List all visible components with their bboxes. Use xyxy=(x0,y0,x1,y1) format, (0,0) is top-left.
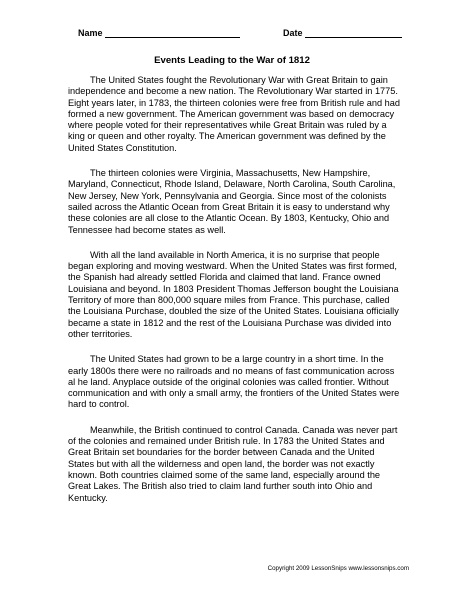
page-title: Events Leading to the War of 1812 xyxy=(154,55,310,66)
date-field xyxy=(283,28,402,38)
date-label: Date xyxy=(283,28,303,38)
paragraph-1: The United States fought the Revolutionary War with Great Britain to gain independence and become a new nation. The Revolutionary War started in 1775. Eight years later, in 1783, the thirteen colonies were free from British rule and had formed a new government. The American government was based on democracy where people voted for their representatives while Great Britain was ruled by a king or queen and other royalty. The American government was defined by the United States Constitution. xyxy=(68,75,400,153)
paragraph-3: With all the land available in North America, it is no surprise that people began exploring and moving westward. When the United States was first formed, the Spanish had already settled Florida and claimed that land. France owned Louisiana and beyond. In 1803 President Thomas Jefferson bought the Louisiana Territory of more than 800,000 square miles from France. This purchase, called the Louisiana Purchase, doubled the size of the United States. Louisiana officially became a state in 1812 and the rest of the Louisiana Purchase was divided into other territories. xyxy=(68,249,399,339)
date-blank-line xyxy=(305,28,402,38)
article-body xyxy=(68,75,402,518)
name-label: Name xyxy=(78,28,103,38)
paragraph-5: Meanwhile, the British continued to control Canada. Canada was never part of the colonies and remained under British rule. In 1783 the United States and Great Britain set boundaries for the border between Canada and the United States but with all the wilderness and open land, the border was not exactly known. Both countries claimed some of the same land, especially around the Great Lakes. The British also tried to claim land further south into Ohio and Kentucky. xyxy=(68,424,398,503)
paragraph-2: The thirteen colonies were Virginia, Massachusetts, New Hampshire, Maryland, Connecticut, Rhode Island, Delaware, North Carolina, South Carolina, New Jersey, New York, Pennsylvania and Georgia. Since most of the colonists sailed across the Atlantic Ocean from Great Britain it is easy to understand why these colonies are all close to the Atlantic Ocean. By 1803, Kentucky, Ohio and Tennessee had become states as well. xyxy=(68,168,396,235)
copyright-footer: Copyright 2009 LessonSnips www.lessonsnips.com xyxy=(267,565,409,572)
name-field xyxy=(78,28,240,38)
name-blank-line xyxy=(105,28,240,38)
paragraph-4: The United States had grown to be a large country in a short time. In the early 1800s there were no railroads and no means of fast communication across al he land. Anyplace outside of the original colonies was called frontier. Without communication and with only a small army, the frontiers of the United States were hard to control. xyxy=(68,354,400,410)
